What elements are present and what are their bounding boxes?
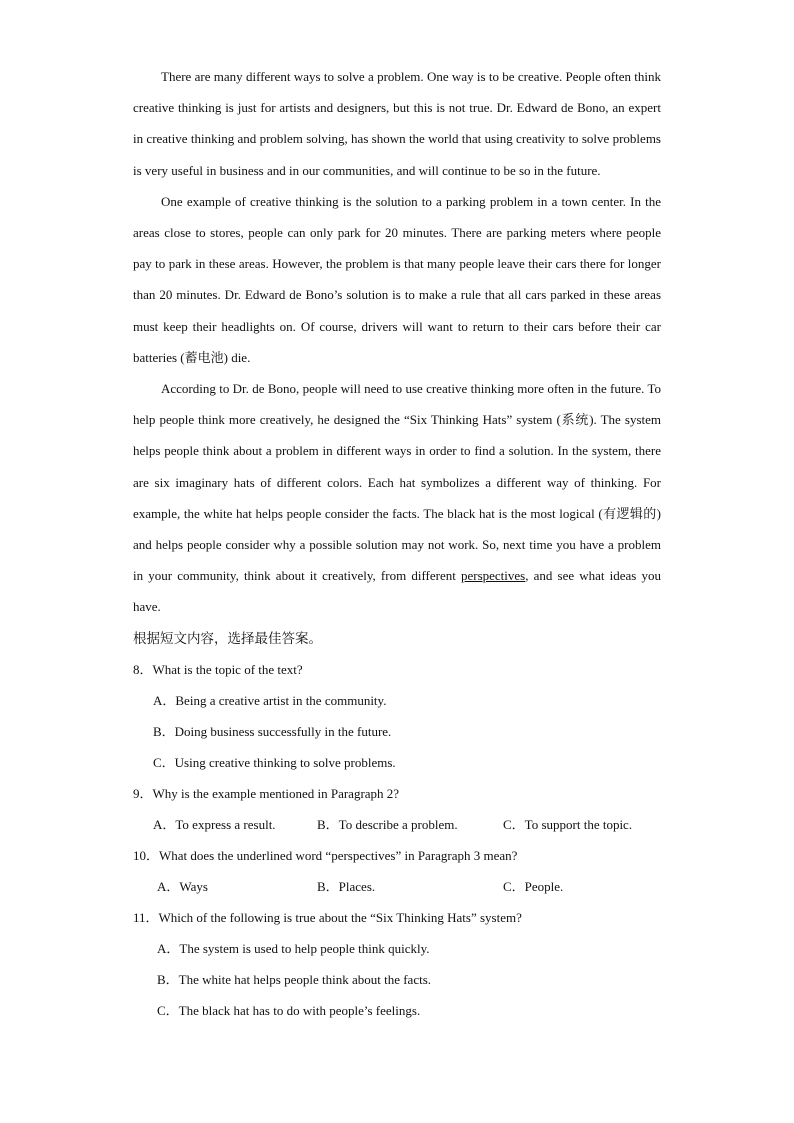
passage-paragraph-2: One example of creative thinking is the solution to a parking problem in a town center. In the areas close to stores, people can only park for 20 minutes. There are parking meters where people pay to park in these areas. However, the problem is that many people leave their cars there for longer than 20 minutes. Dr. Edward de Bono’s solution is to make a rule that all cars parked in these areas must keep their headlights on. Of course, drivers will want to return to their cars before their car batteries (蓄电池) die. [133, 193, 661, 365]
question-10-option-b: B．Places. [317, 878, 376, 894]
question-8-option-c: C．Using creative thinking to solve problems. [153, 754, 396, 770]
question-8-option-a: A．Being a creative artist in the community. [153, 692, 387, 708]
question-10-option-a: A．Ways [157, 878, 208, 894]
question-10-option-c: C．People. [503, 878, 564, 894]
question-11-option-b: B．The white hat helps people think about the facts. [157, 971, 432, 987]
question-9: 9．Why is the example mentioned in Paragraph 2? [133, 785, 400, 801]
question-11-option-c: C．The black hat has to do with people’s feelings. [157, 1002, 421, 1018]
question-9-options [133, 809, 661, 840]
question-11: 11．Which of the following is true about the “Six Thinking Hats” system? [133, 909, 522, 925]
question-11-option-a: A．The system is used to help people think quickly. [157, 940, 430, 956]
document-page [133, 61, 661, 1026]
underlined-word: perspectives [460, 568, 526, 584]
question-9-option-c: C．To support the topic. [503, 816, 633, 832]
paragraph-3-text: According to Dr. de Bono, people will need to use creative thinking more often in the future. To help people think more creatively, he designed the “Six Thinking Hats” system (系统). The system helps people think about a problem in different ways in order to find a solution. In the system, there are six imaginary hats of different colors. Each hat symbolizes a different way of thinking. For example, the white hat helps people consider the facts. The black hat is the most logical (有逻辑的) and helps people consider why a possible solution may not work. So, next time you have a problem in your community, think about it creatively, from different [133, 381, 661, 584]
question-9-option-a: A．To express a result. [153, 816, 276, 832]
passage-paragraph-3 [133, 373, 661, 623]
passage-paragraph-1: There are many different ways to solve a problem. One way is to be creative. People often think creative thinking is just for artists and designers, but this is not true. Dr. Edward de Bono, an expert in creative thinking and problem solving, has shown the world that using creativity to solve problems is very useful in business and in our communities, and will continue to be so in the future. [133, 69, 661, 178]
question-8: 8．What is the topic of the text? [133, 661, 303, 677]
question-10-options [133, 871, 661, 902]
question-8-option-b: B．Doing business successfully in the future. [153, 723, 392, 739]
paragraph-3-ending: , and see what ideas you have. [133, 568, 661, 615]
question-9-option-b: B．To describe a problem. [317, 816, 458, 832]
instruction: 根据短文内容，选择最佳答案。 [133, 630, 322, 646]
question-10: 10．What does the underlined word “perspectives” in Paragraph 3 mean? [133, 847, 518, 863]
